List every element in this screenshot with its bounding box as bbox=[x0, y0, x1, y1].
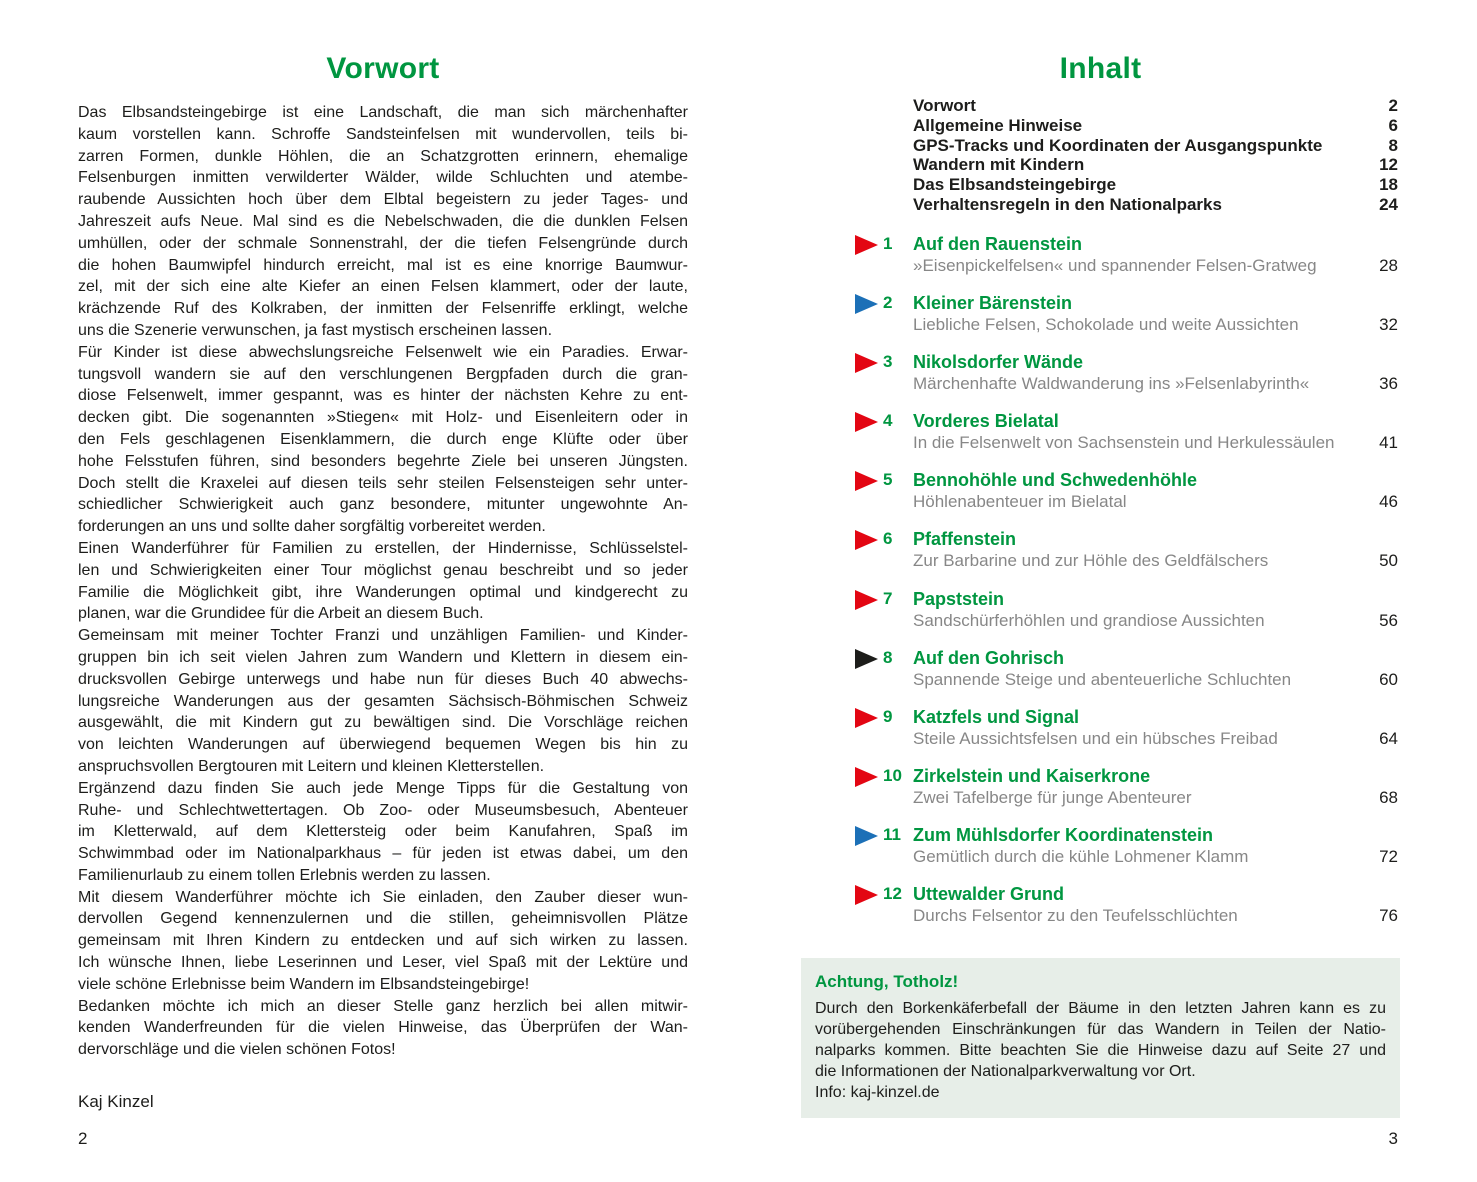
notice-box-title: Achtung, Totholz! bbox=[815, 972, 959, 991]
toc-entry-number: 10 bbox=[883, 765, 902, 785]
route-marker-triangle-icon bbox=[855, 708, 878, 728]
toc-entry-number: 7 bbox=[883, 588, 893, 608]
toc-entry-page-number: 46 bbox=[1379, 492, 1398, 512]
author-signature: Kaj Kinzel bbox=[78, 1092, 154, 1111]
vorwort-text-line: Das Elbsandsteingebirge ist eine Landschaft, die man sich märchenhafter bbox=[78, 104, 688, 121]
vorwort-text-line: Gemeinsam mit meiner Tochter Franzi und unzähligen Familien- und Kinder- bbox=[78, 627, 688, 645]
vorwort-text-line: zel, mit der sich eine alte Kiefer an einen Felsen klammert, oder der laute, bbox=[78, 278, 688, 296]
front-matter-list bbox=[913, 96, 1398, 215]
front-matter-row bbox=[913, 175, 1398, 195]
vorwort-text-line: im Kletterwald, auf dem Klettersteig oder beim Kanufahren, Spaß im bbox=[78, 823, 688, 841]
route-marker-triangle-icon bbox=[855, 294, 878, 314]
route-marker-triangle-icon bbox=[855, 826, 878, 846]
vorwort-text-line: Ruhe- und Schlechtwettertagen. Ob Zoo- oder Museumsbesuch, Abenteuer bbox=[78, 801, 688, 819]
front-matter-row bbox=[913, 96, 1398, 116]
route-marker-triangle-icon bbox=[855, 530, 878, 550]
front-matter-row bbox=[913, 136, 1398, 156]
vorwort-text-line: Doch stellt die Kraxelei auf diesen teils sehr steilen Felsensteigen sehr unter- bbox=[78, 474, 688, 492]
toc-entry bbox=[803, 648, 1398, 707]
route-marker-triangle-icon bbox=[855, 235, 878, 255]
route-marker-triangle-icon bbox=[855, 412, 878, 432]
vorwort-text-line: von leichten Wanderungen auf überwiegend bequemen Wegen bis hin zu bbox=[78, 736, 688, 754]
toc-entry-page-number: 68 bbox=[1379, 787, 1398, 807]
front-matter-page-number: 8 bbox=[1388, 135, 1398, 155]
vorwort-text-line: umhüllen, oder der schmale Sonnenstrahl, der die tiefen Felsengründe durch bbox=[78, 234, 688, 252]
toc-entry bbox=[803, 293, 1398, 352]
toc-entry-number: 6 bbox=[883, 529, 893, 549]
notice-box-text-line: Durch den Borkenkäferbefall der Bäume in den letzten Jahren kann es zu bbox=[815, 1000, 1386, 1017]
toc-entry-number: 12 bbox=[883, 884, 902, 904]
toc-entry-subtitle: Sandschürferhöhlen und grandiose Aussichten bbox=[913, 610, 1265, 630]
vorwort-text-line: dervollen Gegend kennenzulernen und die stillen, geheimnisvollen Plätze bbox=[78, 910, 688, 928]
vorwort-text-line: drucksvollen Gebirge unterwegs und habe nun für dieses Buch 40 abwechs- bbox=[78, 670, 688, 688]
toc-entry-subtitle: Liebliche Felsen, Schokolade und weite Aussichten bbox=[913, 315, 1299, 335]
toc-entry-subtitle: »Eisenpickelfelsen« und spannender Felsen-Gratweg bbox=[913, 256, 1317, 275]
page-vorwort bbox=[78, 52, 688, 1148]
vorwort-text-line: Einen Wanderführer für Familien zu erstellen, der Hindernisse, Schlüsselstel- bbox=[78, 539, 688, 557]
front-matter-label: Vorwort bbox=[913, 96, 976, 115]
front-matter-row bbox=[913, 116, 1398, 136]
route-marker-triangle-icon bbox=[855, 767, 878, 787]
front-matter-label: Verhaltensregeln in den Nationalparks bbox=[913, 194, 1222, 214]
vorwort-text-line: uns die Szenerie verwunschen, ja fast mystisch erscheinen lassen. bbox=[78, 321, 553, 339]
toc-entry-page-number: 60 bbox=[1379, 669, 1398, 689]
vorwort-text-line: die hohen Baumwipfel hindurch erreicht, mal ist es eine knorrige Baumwur- bbox=[78, 256, 688, 274]
front-matter-row bbox=[913, 195, 1398, 215]
toc-entry bbox=[803, 411, 1398, 470]
toc-entry-number: 8 bbox=[883, 647, 893, 667]
vorwort-text-line: zarren Formen, dunkle Höhlen, die an Schatzgrotten erinnern, ehemalige bbox=[78, 147, 688, 165]
notice-box-text-line: Info: kaj-kinzel.de bbox=[815, 1084, 940, 1101]
vorwort-text-line: tungsvoll wandern sie auf den verschlungenen Bergpfaden durch die gran- bbox=[78, 365, 688, 383]
toc-entry-subtitle: Durchs Felsentor zu den Teufelsschlüchten bbox=[913, 906, 1238, 926]
vorwort-text-line: hohe Felsstufen führen, sind besonders begehrte Ziele bei unseren Jüngsten. bbox=[78, 452, 688, 470]
vorwort-text-line: schiedlicher Schwierigkeit auch ganz besondere, mitunter ungewohnte An- bbox=[78, 496, 688, 514]
toc-entry-title: Zum Mühlsdorfer Koordinatenstein bbox=[913, 824, 1214, 845]
page-number-left: 2 bbox=[78, 1129, 88, 1148]
front-matter-label: GPS-Tracks und Koordinaten der Ausgangspunkte bbox=[913, 135, 1323, 155]
vorwort-text-line: den Fels geschlagenen Eisenklammern, die durch enge Klüfte oder über bbox=[78, 430, 688, 448]
vorwort-text-line: Familie die Möglichkeit gibt, ihre Wanderungen optimal und kindgerecht zu bbox=[78, 583, 688, 601]
toc-entry bbox=[803, 470, 1398, 529]
toc-entry-title: Vorderes Bielatal bbox=[913, 411, 1059, 432]
toc-entry-title: Pfaffenstein bbox=[913, 529, 1017, 550]
toc-entry-page-number: 64 bbox=[1379, 728, 1398, 748]
toc-entry bbox=[803, 234, 1398, 293]
front-matter-page-number: 12 bbox=[1379, 155, 1398, 175]
vorwort-text-line: Schwimmbad oder im Nationalparkhaus – für jeden ist etwas dabei, um den bbox=[78, 845, 688, 863]
toc-entry-title: Papststein bbox=[913, 588, 1005, 609]
toc-entry-page-number: 56 bbox=[1379, 610, 1398, 630]
toc-entry-title: Kleiner Bärenstein bbox=[913, 293, 1073, 314]
route-marker-triangle-icon bbox=[855, 353, 878, 373]
vorwort-text-line: diose Felsenwelt, immer gespannt, was es hinter der nächsten Kehre zu ent- bbox=[78, 387, 688, 405]
toc-entry-page-number: 28 bbox=[1379, 256, 1398, 275]
front-matter-label: Das Elbsandsteingebirge bbox=[913, 175, 1117, 195]
route-marker-triangle-icon bbox=[855, 590, 878, 610]
route-marker-triangle-icon bbox=[855, 471, 878, 491]
notice-box bbox=[801, 958, 1400, 1118]
vorwort-text-line: Ergänzend dazu finden Sie auch jede Menge Tipps für die Gestaltung von bbox=[78, 779, 688, 797]
toc-entries bbox=[803, 234, 1398, 943]
toc-entry-subtitle: Zwei Tafelberge für junge Abenteurer bbox=[913, 787, 1192, 807]
toc-entry bbox=[803, 766, 1398, 825]
toc-entry-page-number: 76 bbox=[1379, 906, 1398, 926]
vorwort-text-line: anspruchsvollen Bergtouren mit Leitern und kleinen Kletterstellen. bbox=[78, 757, 545, 775]
vorwort-text-line: Felsenburgen inmitten verwilderter Wälder, wilde Schluchten und atembe- bbox=[78, 169, 688, 187]
vorwort-text-line: gruppen bin ich seit vielen Jahren zum Wandern und Klettern in diesem ein- bbox=[78, 648, 688, 666]
vorwort-text-line: kenden Wanderfreunden für die vielen Hinweise, das Überprüfen der Wan- bbox=[78, 1019, 688, 1037]
toc-entry bbox=[803, 884, 1398, 943]
vorwort-text-line: planen, war die Grundidee für die Arbeit an diesem Buch. bbox=[78, 605, 484, 623]
toc-entry-title: Bennohöhle und Schwedenhöhle bbox=[913, 470, 1198, 491]
toc-entry-number: 4 bbox=[883, 411, 893, 431]
vorwort-text-line: decken gibt. Die sogenannten »Stiegen« mit Holz- und Eisenleitern oder in bbox=[78, 409, 688, 427]
vorwort-text-line: Für Kinder ist diese abwechslungsreiche Felsenwelt wie ein Paradies. Erwar- bbox=[78, 343, 688, 361]
front-matter-page-number: 24 bbox=[1379, 194, 1398, 214]
toc-entry-title: Auf den Rauenstein bbox=[913, 234, 1083, 254]
toc-entry-title: Katzfels und Signal bbox=[913, 706, 1080, 727]
vorwort-text-line: krächzende Ruf des Kolkraben, der inmitten der Felsenriffe erklingt, welche bbox=[78, 300, 688, 318]
vorwort-body bbox=[78, 102, 688, 1061]
toc-entry-page-number: 50 bbox=[1379, 551, 1398, 571]
front-matter-page-number: 18 bbox=[1379, 175, 1398, 195]
page-number-right: 3 bbox=[1388, 1129, 1398, 1148]
vorwort-title: Vorwort bbox=[326, 52, 440, 85]
toc-entry-subtitle: Zur Barbarine und zur Höhle des Geldfälschers bbox=[913, 551, 1269, 571]
front-matter-page-number: 2 bbox=[1388, 96, 1398, 115]
toc-entry-page-number: 72 bbox=[1379, 846, 1398, 866]
toc-entry-title: Zirkelstein und Kaiserkrone bbox=[913, 765, 1151, 786]
vorwort-text-line: viele schöne Erlebnisse beim Wandern im Elbsandsteingebirge! bbox=[78, 975, 530, 993]
notice-box-text-line: die Informationen der Nationalparkverwaltung vor Ort. bbox=[815, 1063, 1196, 1080]
toc-entry-page-number: 41 bbox=[1379, 433, 1398, 453]
toc-entry-subtitle: In die Felsenwelt von Sachsenstein und Herkulessäulen bbox=[913, 433, 1335, 453]
notice-box-text-line: nalparks kommen. Bitte beachten Sie die Hinweise dazu auf Seite 27 und bbox=[815, 1042, 1386, 1059]
toc-entry-number: 2 bbox=[883, 293, 893, 313]
route-marker-triangle-icon bbox=[855, 649, 878, 669]
vorwort-text-line: Familienurlaub zu einem tollen Erlebnis werden zu lassen. bbox=[78, 866, 491, 884]
vorwort-text-line: ausgewählt, die mit Kindern gut zu bewältigen sind. Die Vorschläge reichen bbox=[78, 714, 688, 732]
toc-entry-number: 1 bbox=[883, 234, 893, 253]
vorwort-text-line: lungsreiche Wanderungen aus der gesamten Sächsisch-Böhmischen Schweiz bbox=[78, 692, 688, 710]
toc-entry bbox=[803, 707, 1398, 766]
notice-box-text bbox=[815, 998, 1386, 1103]
toc-entry bbox=[803, 589, 1398, 648]
toc-entry bbox=[803, 529, 1398, 588]
vorwort-text-line: Jahreszeit aufs Neue. Mal sind es die Nebelschwaden, die die dunklen Felsen bbox=[78, 212, 688, 230]
toc-entry-page-number: 32 bbox=[1379, 315, 1398, 335]
notice-box-text-line: vorübergehenden Einschränkungen für das Wandern in Teilen der Natio- bbox=[815, 1021, 1386, 1038]
front-matter-page-number: 6 bbox=[1388, 115, 1398, 135]
vorwort-text-line: len und Schwierigkeiten einer Tour möglichst genau beschreibt und so jeder bbox=[78, 561, 688, 579]
vorwort-text-line: Ich wünsche Ihnen, liebe Leserinnen und Leser, viel Spaß mit der Lektüre und bbox=[78, 954, 688, 972]
toc-entry-number: 11 bbox=[883, 824, 901, 844]
toc-entry bbox=[803, 825, 1398, 884]
toc-entry-title: Auf den Gohrisch bbox=[913, 647, 1065, 668]
vorwort-text-line: Bedanken möchte ich mich an dieser Stelle ganz herzlich bei allen mitwir- bbox=[78, 997, 688, 1015]
toc-entry-subtitle: Märchenhafte Waldwanderung ins »Felsenlabyrinth« bbox=[913, 374, 1310, 394]
vorwort-text-line: Mit diesem Wanderführer möchte ich Sie einladen, den Zauber dieser wun- bbox=[78, 888, 688, 906]
vorwort-text-line: kaum vorstellen kann. Schroffe Sandsteinfelsen mit wundervollen, teils bi- bbox=[78, 125, 688, 143]
toc-entry-number: 5 bbox=[883, 470, 893, 490]
route-marker-triangle-icon bbox=[855, 885, 878, 905]
toc-entry-title: Uttewalder Grund bbox=[913, 884, 1065, 905]
page-inhalt bbox=[803, 52, 1398, 1148]
toc-entry-subtitle: Gemütlich durch die kühle Lohmener Klamm bbox=[913, 846, 1249, 866]
toc-entry-page-number: 36 bbox=[1379, 374, 1398, 394]
toc-entry-subtitle: Höhlenabenteuer im Bielatal bbox=[913, 492, 1127, 512]
toc-entry-number: 9 bbox=[883, 706, 893, 726]
vorwort-text-line: raubende Aussichten hoch über dem Elbtal begeistern zu jeder Tages- und bbox=[78, 191, 688, 209]
toc-entry-number: 3 bbox=[883, 352, 893, 372]
toc-entry-subtitle: Spannende Steige und abenteuerliche Schluchten bbox=[913, 669, 1292, 689]
toc-entry-subtitle: Steile Aussichtsfelsen und ein hübsches Freibad bbox=[913, 728, 1278, 748]
toc-entry-title: Nikolsdorfer Wände bbox=[913, 352, 1084, 373]
front-matter-label: Allgemeine Hinweise bbox=[913, 115, 1083, 135]
toc-entry bbox=[803, 352, 1398, 411]
vorwort-text-line: gemeinsam mit Ihren Kindern zu entdecken und auf sich wirken zu lassen. bbox=[78, 932, 688, 950]
front-matter-row bbox=[913, 155, 1398, 175]
vorwort-text-line: dervorschläge und die vielen schönen Fotos! bbox=[78, 1041, 396, 1059]
inhalt-title: Inhalt bbox=[1059, 52, 1142, 85]
vorwort-text-line: forderungen an uns und sollte daher sorgfältig vorbereitet werden. bbox=[78, 518, 546, 536]
front-matter-label: Wandern mit Kindern bbox=[913, 155, 1085, 175]
